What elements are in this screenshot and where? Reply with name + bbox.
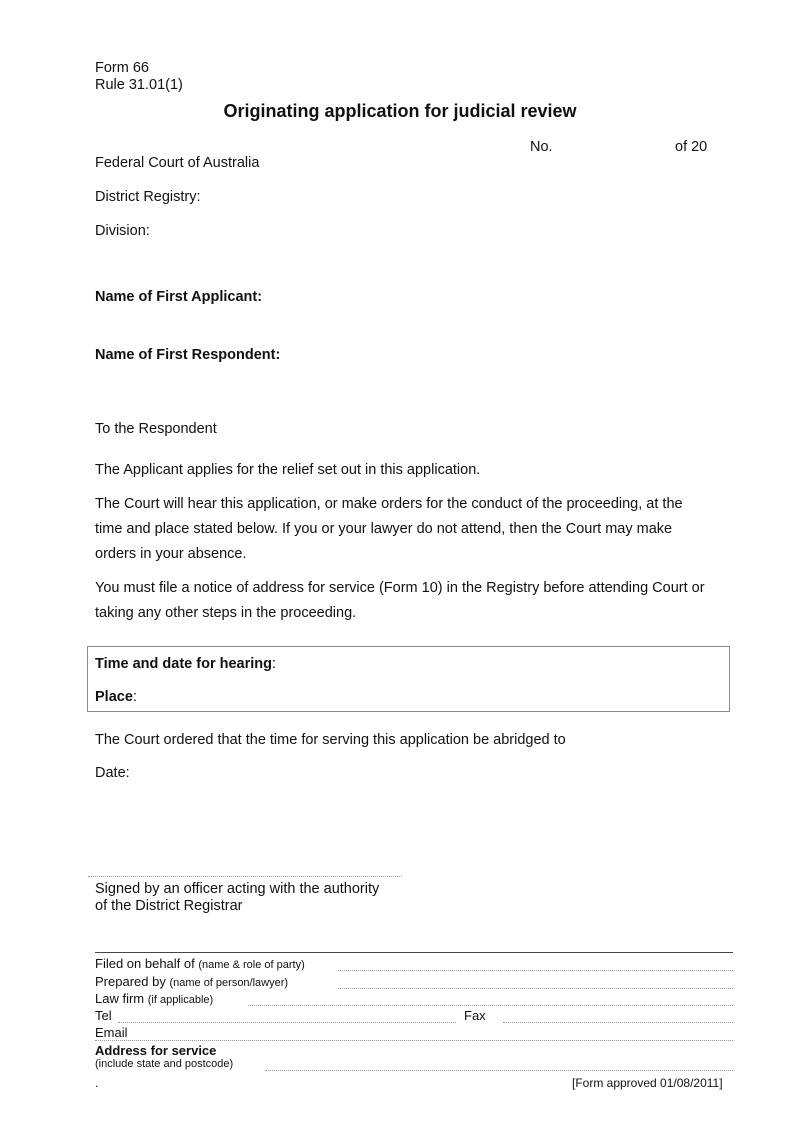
prepared-by-field[interactable] <box>338 988 733 989</box>
hearing-place <box>95 689 137 706</box>
form-approved-date: [Form approved 01/08/2011] <box>572 1076 723 1090</box>
address-paragraph-line-2: taking any other steps in the proceeding. <box>95 605 357 621</box>
tel-field[interactable] <box>118 1022 456 1023</box>
fax-label: Fax <box>464 1008 486 1023</box>
hearing-place-colon: : <box>132 689 137 705</box>
page-title: Originating application for judicial review <box>223 101 577 121</box>
address-paragraph-line-1: You must file a notice of address for service (Form 10) in the Registry before attending Court or <box>95 580 705 596</box>
division-label: Division: <box>95 223 150 239</box>
law-firm-label: Law firm <box>95 991 145 1006</box>
relief-paragraph: The Applicant applies for the relief set out in this application. <box>95 462 481 478</box>
date-label: Date: <box>95 765 130 781</box>
filed-on-behalf-note: (name & role of party) <box>198 959 305 971</box>
hearing-place-label: Place <box>95 689 133 705</box>
address-for-service-field[interactable] <box>265 1070 733 1071</box>
address-for-service-label: Address for service <box>95 1043 217 1058</box>
first-respondent-label: Name of First Respondent: <box>95 347 281 363</box>
hearing-paragraph-line-2: time and place stated below. If you or your lawyer do not attend, then the Court may make <box>95 521 673 537</box>
hearing-paragraph-line-3: orders in your absence. <box>95 546 247 562</box>
filing-top-rule <box>95 952 733 953</box>
rule-reference: Rule 31.01(1) <box>95 77 183 93</box>
signature-caption-line-1: Signed by an officer acting with the authority <box>95 881 380 897</box>
prepared-by-label: Prepared by <box>95 974 166 989</box>
of-year-label: of 20 <box>675 139 708 155</box>
fax-field[interactable] <box>503 1022 733 1023</box>
prepared-by <box>95 974 288 991</box>
hearing-paragraph-line-1: The Court will hear this application, or make orders for the conduct of the proceeding, at the <box>95 496 683 512</box>
law-firm-note: (if applicable) <box>147 994 214 1006</box>
signature-caption-line-2: of the District Registrar <box>95 898 243 914</box>
hearing-time-date-colon: : <box>272 656 277 672</box>
address-for-service-note: (include state and postcode) <box>95 1058 234 1070</box>
form-number: Form 66 <box>95 60 149 76</box>
to-respondent: To the Respondent <box>95 421 217 437</box>
filed-on-behalf <box>95 956 305 973</box>
court-name: Federal Court of Australia <box>95 155 260 171</box>
signature-line <box>88 876 402 877</box>
footer-dot: . <box>95 1076 99 1090</box>
law-firm-field[interactable] <box>248 1005 733 1006</box>
filed-on-behalf-label: Filed on behalf of <box>95 956 195 971</box>
abridged-statement: The Court ordered that the time for serving this application be abridged to <box>95 732 566 748</box>
first-applicant-label: Name of First Applicant: <box>95 289 263 305</box>
district-registry-label: District Registry: <box>95 189 201 205</box>
tel-label: Tel <box>95 1008 112 1023</box>
prepared-by-note: (name of person/lawyer) <box>169 977 289 989</box>
email-label: Email <box>95 1025 128 1040</box>
hearing-time-date-label: Time and date for hearing <box>95 656 272 672</box>
hearing-time-date <box>95 656 276 673</box>
no-label: No. <box>530 139 553 155</box>
filed-on-behalf-field[interactable] <box>338 970 733 971</box>
email-field[interactable] <box>95 1040 733 1041</box>
law-firm <box>95 991 213 1008</box>
